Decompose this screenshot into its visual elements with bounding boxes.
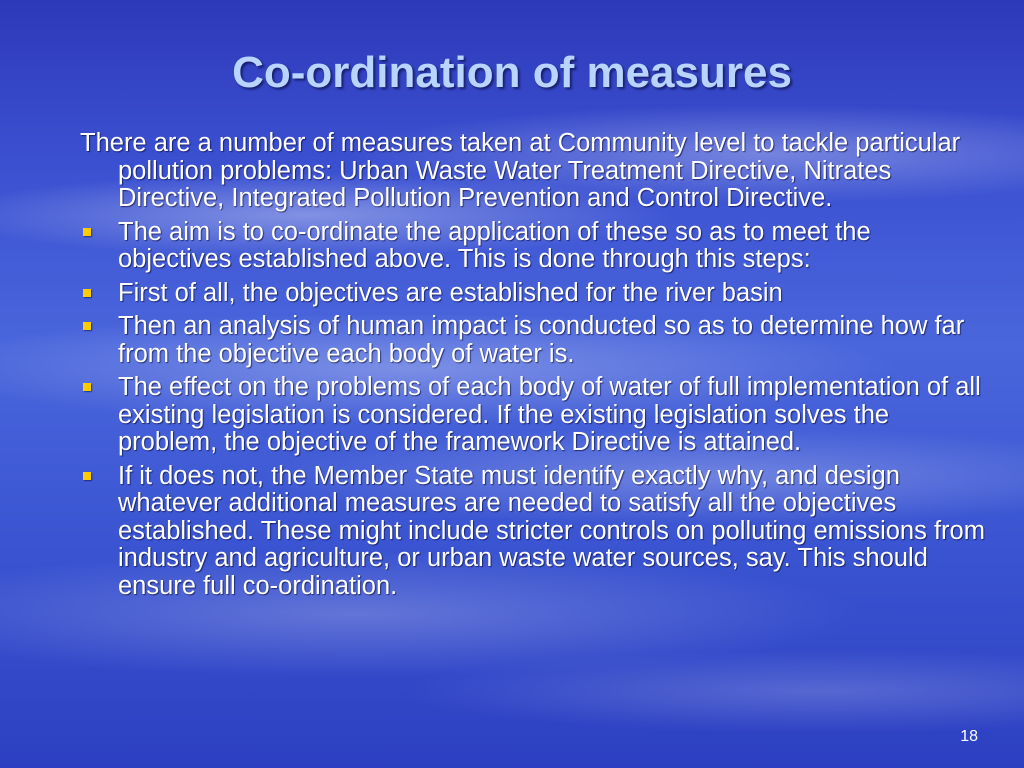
bullet-item [80, 374, 990, 457]
bullet-text: If it does not, the Member State must identify exactly why, and design whatever additional measures are needed to satisfy all the objectives established. These might include stricter controls on polluting emissions from industry and agriculture, or urban waste water sources, say. This should ensure full co-ordination. [118, 461, 985, 600]
intro-paragraph: There are a number of measures taken at Community level to tackle particular pollution problems: Urban Waste Water Treatment Directive, Nitrates Directive, Integrated Pollution Prevention and Control Directive. [80, 129, 961, 212]
bullet-text: First of all, the objectives are established for the river basin [118, 278, 783, 307]
square-bullet-icon [83, 228, 91, 236]
slide-title: Co-ordination of measures [232, 48, 792, 97]
bullet-item [80, 219, 990, 274]
page-number: 18 [960, 728, 978, 745]
bullet-text: Then an analysis of human impact is conducted so as to determine how far from the objective each body of water is. [118, 312, 965, 368]
square-bullet-icon [83, 322, 91, 330]
bullet-item [80, 280, 990, 308]
slide-body [80, 130, 990, 606]
bullet-item [80, 313, 990, 368]
bullet-text: The aim is to co-ordinate the application of these so as to meet the objectives established above. This is done through this steps: [118, 217, 871, 273]
bullet-item [80, 463, 990, 601]
square-bullet-icon [83, 289, 91, 297]
square-bullet-icon [83, 383, 91, 391]
square-bullet-icon [83, 472, 91, 480]
bullet-text: The effect on the problems of each body of water of full implementation of all existing legislation is considered. If the existing legislation solves the problem, the objective of the framework Directive is attained. [118, 373, 981, 456]
